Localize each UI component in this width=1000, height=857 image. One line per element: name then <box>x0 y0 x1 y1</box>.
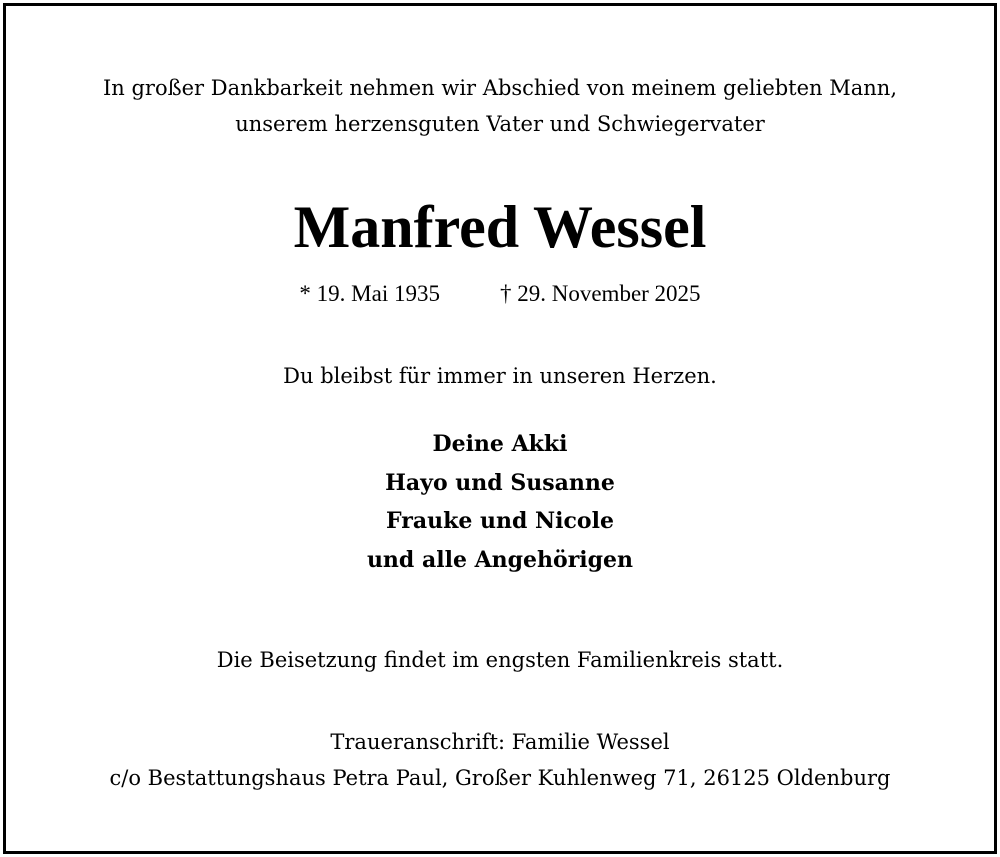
mourning-address-line-1: Traueranschrift: Familie Wessel <box>330 730 670 754</box>
mourning-address-line-2: c/o Bestattungshaus Petra Paul, Großer Kuhlenweg 71, 26125 Oldenburg <box>109 766 891 790</box>
life-dates <box>0 278 1000 310</box>
intro-line-1: In großer Dankbarkeit nehmen wir Abschied von meinem geliebten Mann, <box>102 76 898 100</box>
memorial-quote: Du bleibst für immer in unseren Herzen. <box>283 364 717 388</box>
signatory: Frauke und Nicole <box>386 508 614 534</box>
signatory: Deine Akki <box>432 431 568 457</box>
signatory: und alle Angehörigen <box>366 547 634 573</box>
signatory: Hayo und Susanne <box>385 470 615 496</box>
deceased-name: Manfred Wessel <box>293 194 707 260</box>
intro-line-2: unserem herzensguten Vater und Schwiegervater <box>235 112 765 136</box>
birth-date: * 19. Mai 1935 <box>299 281 440 306</box>
death-date: † 29. November 2025 <box>499 281 701 306</box>
burial-notice: Die Beisetzung findet im engsten Familienkreis statt. <box>216 648 784 672</box>
